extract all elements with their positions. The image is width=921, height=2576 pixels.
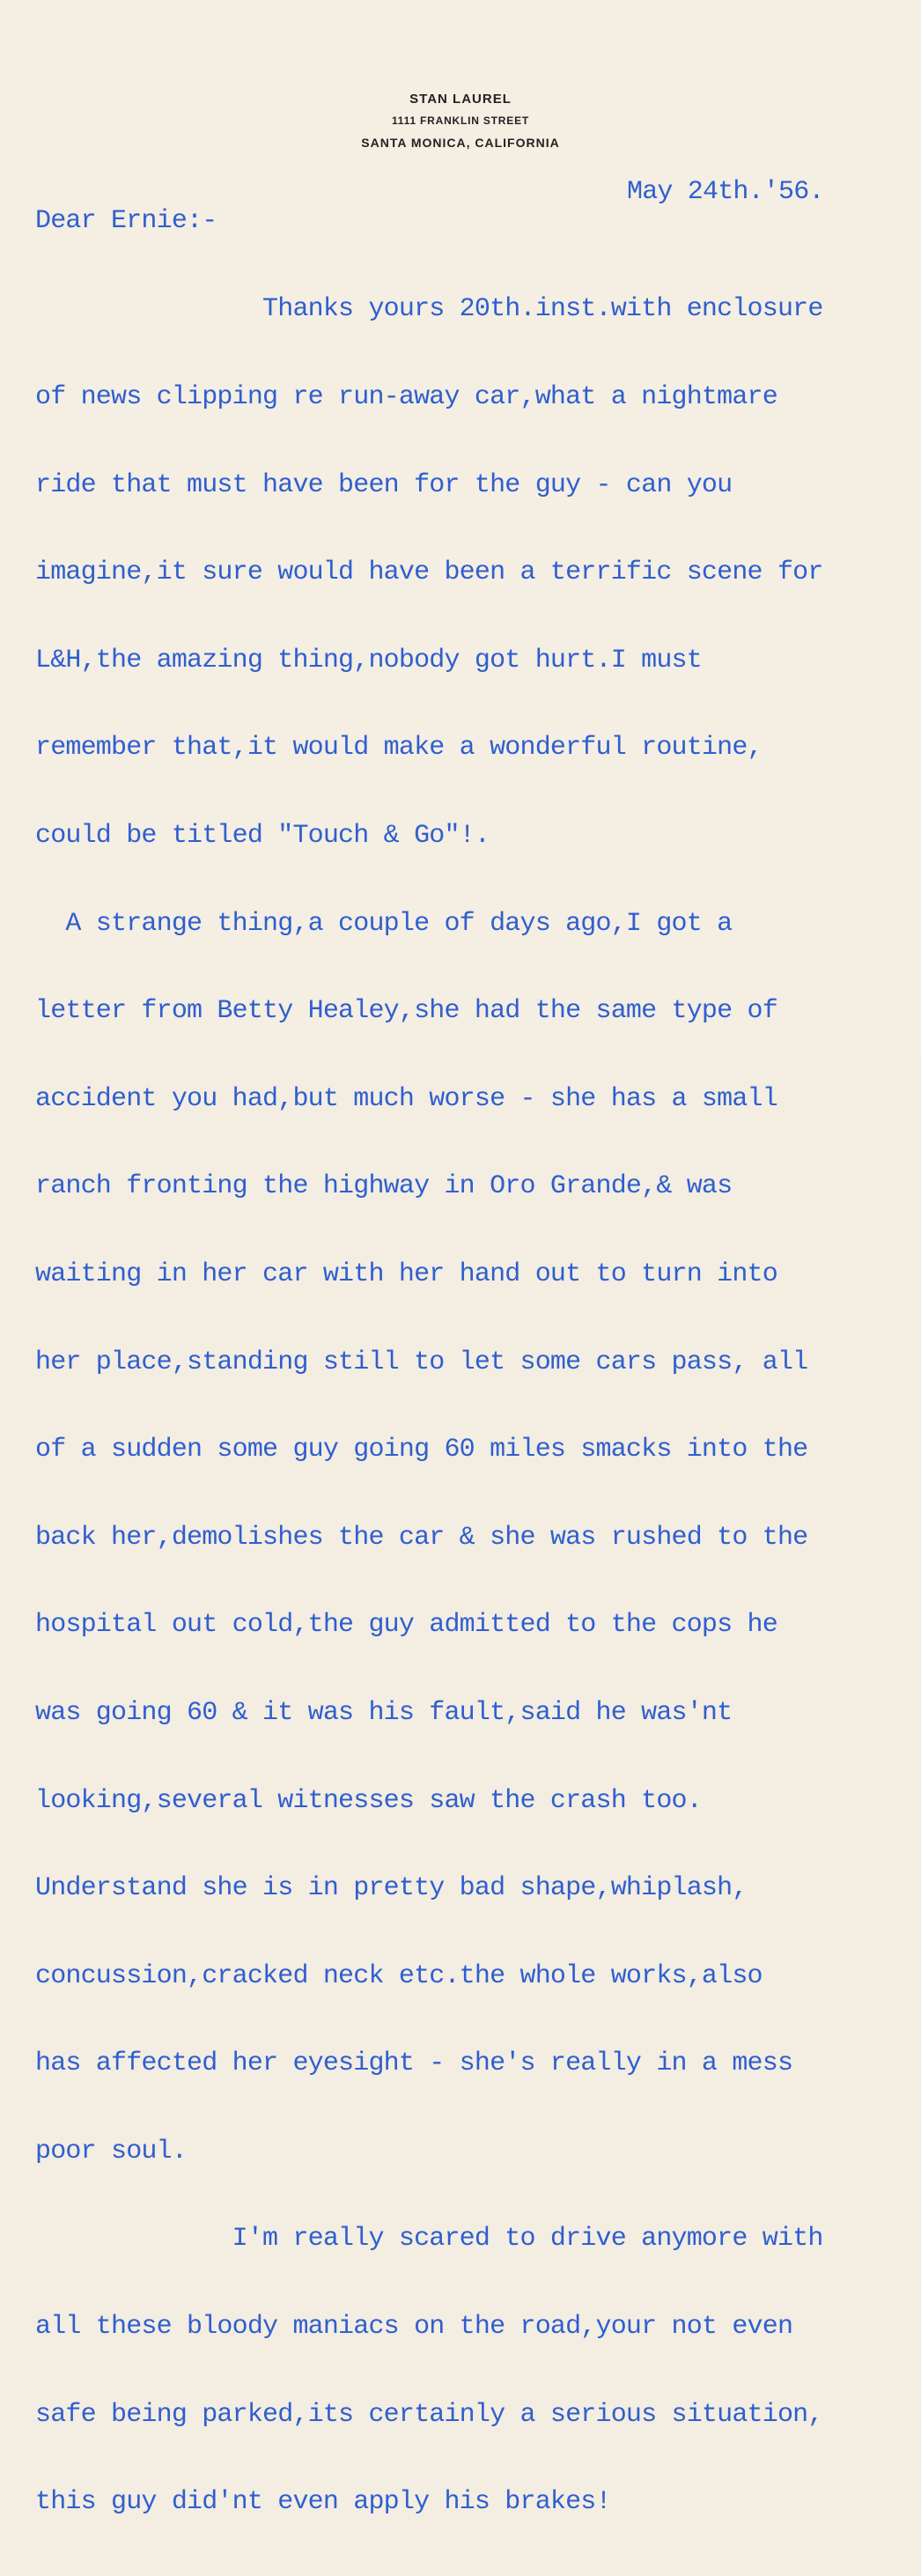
body-line: accident you had,but much worse - she has a small <box>35 1083 777 1114</box>
body-line: Understand she is in pretty bad shape,whiplash, <box>35 1873 748 1904</box>
letter-body <box>35 237 823 2576</box>
body-line: of a sudden some guy going 60 miles smacks into the <box>35 1435 808 1465</box>
body-line: her place,standing still to let some cars pass, all <box>35 1347 808 1377</box>
body-line: was going 60 & it was his fault,said he was'nt <box>35 1697 733 1728</box>
body-line: safe being parked,its certainly a serious situation, <box>35 2399 823 2430</box>
salutation: Dear Ernie:- <box>35 206 217 236</box>
body-line: A strange thing,a couple of days ago,I got a <box>35 908 733 939</box>
letter-date: May 24th.'56. <box>627 177 824 207</box>
body-line: this guy did'nt even apply his brakes! <box>35 2487 611 2518</box>
body-line: hospital out cold,the guy admitted to the cops he <box>35 1610 777 1641</box>
letterhead-street: 1111 FRANKLIN STREET <box>391 114 530 127</box>
body-line: imagine,it sure would have been a terrific scene for <box>35 557 823 588</box>
letterhead-city: SANTA MONICA, CALIFORNIA <box>361 136 560 150</box>
body-line: L&H,the amazing thing,nobody got hurt.I must <box>35 645 702 675</box>
body-line: concussion,cracked neck etc.the whole works,also <box>35 1960 763 1991</box>
body-line: poor soul. <box>35 2136 188 2166</box>
body-line: has affected her eyesight - she's really in a mess <box>35 2048 793 2079</box>
body-line: could be titled "Touch & Go"!. <box>35 820 490 851</box>
body-line: waiting in her car with her hand out to turn into <box>35 1258 777 1289</box>
body-line: letter from Betty Healey,she had the same type of <box>35 996 777 1027</box>
body-line: of news clipping re run-away car,what a nightmare <box>35 382 777 412</box>
body-line: looking,several witnesses saw the crash too. <box>35 1785 702 1816</box>
body-line: back her,demolishes the car & she was rushed to the <box>35 1522 808 1553</box>
body-line: ride that must have been for the guy - can you <box>35 469 733 500</box>
body-line: remember that,it would make a wonderful routine, <box>35 733 763 764</box>
body-line: I'm really scared to drive anymore with <box>35 2224 823 2255</box>
body-line: Thanks yours 20th.inst.with enclosure <box>35 294 823 325</box>
letterhead-name: STAN LAUREL <box>409 92 512 107</box>
body-line: ranch fronting the highway in Oro Grande,& was <box>35 1171 733 1202</box>
body-line: all these bloody maniacs on the road,your not even <box>35 2312 793 2343</box>
